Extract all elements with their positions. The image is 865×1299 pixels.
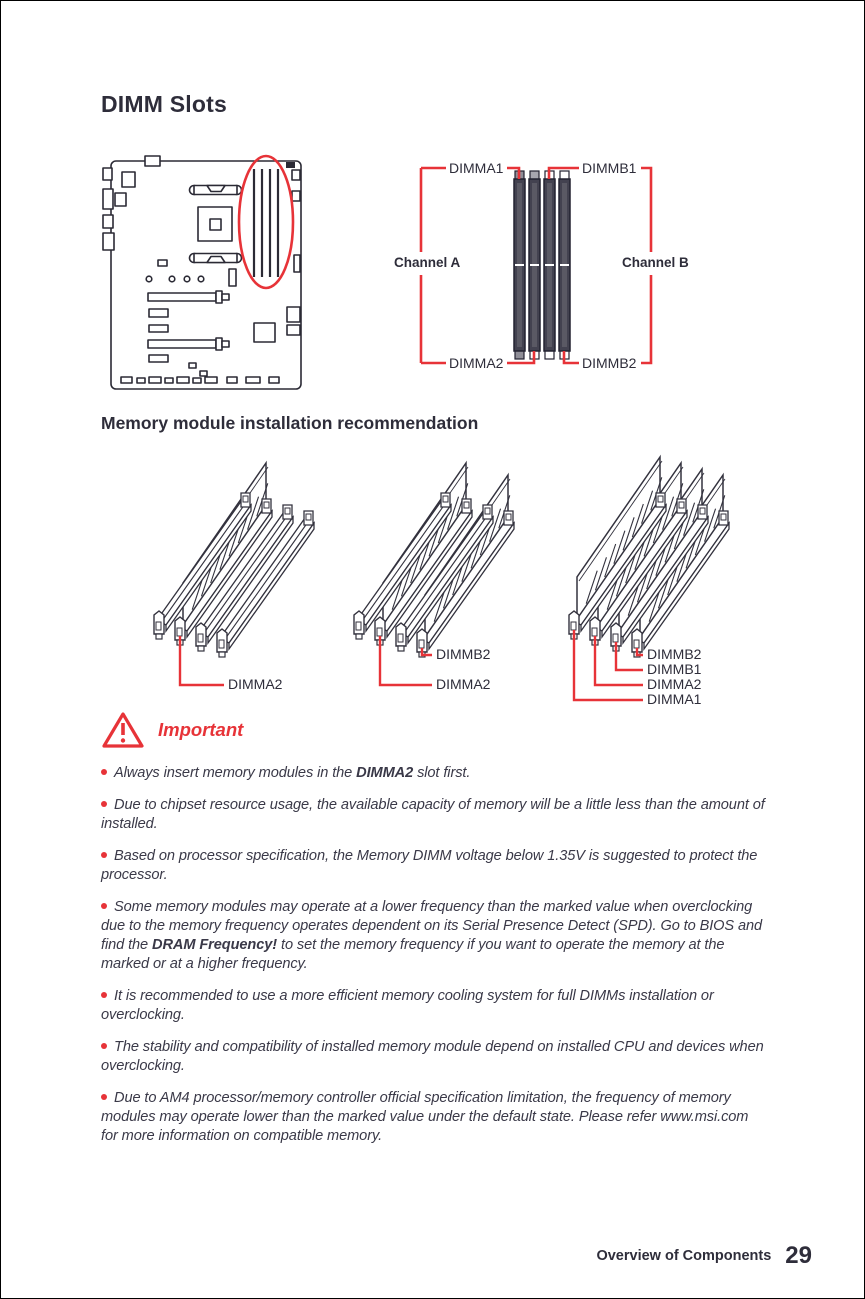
important-note [101, 764, 767, 783]
warning-icon [101, 710, 145, 750]
bullet-dot [101, 769, 107, 775]
page-title: DIMM Slots [101, 91, 227, 117]
install-diagram-3 [544, 448, 759, 720]
important-note [101, 987, 767, 1025]
dimm-label-b1: DIMMB1 [582, 160, 637, 176]
dimm-slot-map [391, 151, 691, 389]
important-note [101, 1038, 767, 1076]
dimm-label-a1: DIMMA1 [449, 160, 504, 176]
important-note [101, 898, 767, 974]
slot-label: DIMMA1 [647, 691, 702, 707]
page-footer [596, 1242, 812, 1270]
bullet-dot [101, 801, 107, 807]
channel-a-label: Channel A [394, 255, 461, 270]
important-heading: Important [158, 719, 244, 740]
important-notes [101, 764, 767, 1146]
note-text: Some memory modules may operate at a lower frequency than the marked value when overclocking due to the memory frequency operates dependent on its Serial Presence Detect (SPD). Go to BIOS and find the DRAM Frequency! to set the memory frequency if you want to operate the memory at the marked or at a higher frequency. [101, 899, 763, 972]
dimm-label-b2: DIMMB2 [582, 355, 637, 371]
motherboard-diagram [101, 149, 311, 391]
slot-label: DIMMB1 [647, 661, 702, 677]
channel-b-label: Channel B [622, 255, 689, 270]
important-note [101, 847, 767, 885]
bullet-dot [101, 852, 107, 858]
bullet-dot [101, 992, 107, 998]
slot-label: DIMMB2 [647, 646, 702, 662]
bullet-dot [101, 903, 107, 909]
dimm-slot-map-drawing [391, 151, 691, 389]
note-text: It is recommended to use a more efficient memory cooling system for full DIMMs installation or overclocking. [101, 988, 714, 1023]
footer-page-number: 29 [785, 1242, 812, 1269]
install-diagram-1 [129, 448, 344, 720]
important-header [101, 709, 767, 751]
bullet-dot [101, 1043, 107, 1049]
board-marker [286, 162, 295, 168]
important-note [101, 1089, 767, 1146]
important-section [101, 709, 767, 1146]
install-heading: Memory module installation recommendation [101, 413, 479, 433]
dimm-label-a2: DIMMA2 [449, 355, 504, 371]
note-text: Always insert memory modules in the DIMMA2 slot first. [114, 765, 471, 781]
note-text: Due to AM4 processor/memory controller official specification limitation, the frequency of memory modules may operate lower than the marked value under the default state. Please refer www.msi.com for more information on compatible memory. [101, 1090, 749, 1144]
install-diagram-2 [329, 448, 544, 720]
slot-label: DIMMB2 [436, 646, 491, 662]
bullet-dot [101, 1094, 107, 1100]
note-text: The stability and compatibility of installed memory module depend on installed CPU and devices when overclocking. [101, 1039, 764, 1074]
note-text: Based on processor specification, the Memory DIMM voltage below 1.35V is suggested to protect the processor. [101, 848, 758, 883]
slot-label: DIMMA2 [436, 676, 491, 692]
motherboard-drawing [101, 149, 311, 391]
slot-label: DIMMA2 [647, 676, 702, 692]
footer-chapter: Overview of Components [596, 1248, 772, 1264]
note-text: Due to chipset resource usage, the available capacity of memory will be a little less than the amount of installed. [101, 797, 765, 832]
important-note [101, 796, 767, 834]
slot-label: DIMMA2 [228, 676, 283, 692]
